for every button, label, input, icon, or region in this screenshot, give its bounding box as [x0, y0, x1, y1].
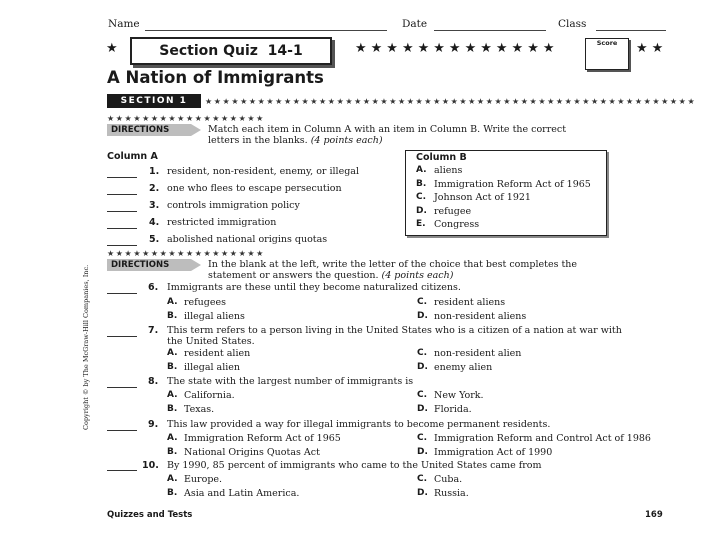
directions-label-2: DIRECTIONS [111, 260, 170, 270]
answer-blank-5[interactable] [107, 245, 137, 246]
item-text-5: abolished national origins quotas [167, 234, 328, 245]
section-label: SECTION 1 [107, 94, 201, 108]
column-b-text-c: Johnson Act of 1921 [434, 192, 531, 203]
answer-blank-4[interactable] [107, 228, 137, 229]
item-text-3: controls immigration policy [167, 200, 300, 211]
choice-letter-6d: D. [417, 311, 428, 321]
answer-blank-10[interactable] [107, 470, 137, 471]
question-text-9: This law provided a way for illegal immigrants to become permanent residents. [167, 419, 551, 430]
item-text-1: resident, non-resident, enemy, or illegal [167, 166, 359, 177]
choice-text-7d: enemy alien [434, 362, 493, 373]
directions-text-2 [208, 259, 577, 281]
column-b-title: Column B [416, 152, 467, 163]
column-b-letter-d: D. [416, 206, 427, 216]
date-label: Date [402, 18, 428, 30]
choice-text-10a: Europe. [184, 474, 223, 485]
question-text-10: By 1990, 85 percent of immigrants who came to the United States came from [167, 460, 542, 471]
choice-text-8b: Texas. [184, 404, 215, 415]
question-text-6: Immigrants are these until they become naturalized citizens. [167, 282, 461, 293]
question-number-9: 9. [148, 419, 159, 430]
choice-letter-8d: D. [417, 404, 428, 414]
question-text-7a: This term refers to a person living in the United States who is a citizen of a nation at war with [167, 325, 622, 336]
choice-letter-6a: A. [167, 297, 178, 307]
class-field[interactable] [596, 30, 666, 31]
answer-blank-7[interactable] [107, 336, 137, 337]
directions-line-1b: letters in the blanks. [208, 135, 308, 146]
choice-text-6b: illegal aliens [184, 311, 245, 322]
question-number-10: 10. [142, 460, 159, 471]
answer-blank-2[interactable] [107, 194, 137, 195]
directions-line-1a: Match each item in Column A with an item in Column B. Write the correct [208, 124, 567, 135]
question-number-7: 7. [148, 325, 159, 336]
directions-line-2a: In the blank at the left, write the letter of the choice that best completes the [208, 259, 578, 270]
choice-letter-7d: D. [417, 362, 428, 372]
choice-letter-9a: A. [167, 433, 178, 443]
item-text-4: restricted immigration [167, 217, 277, 228]
item-number-5: 5. [149, 234, 160, 245]
page-title: A Nation of Immigrants [107, 68, 324, 87]
choice-letter-9c: C. [417, 433, 428, 443]
quiz-title: Section Quiz 14-1 [159, 43, 303, 59]
date-field[interactable] [434, 30, 546, 31]
star-rule-right: ★★ [636, 41, 668, 56]
star-rule-part1: ★★★★★★★★★★★★★★★★★★ [107, 114, 265, 123]
page-number: 169 [645, 510, 663, 520]
answer-blank-9[interactable] [107, 430, 137, 431]
choice-text-7c: non-resident alien [434, 348, 522, 359]
question-number-8: 8. [148, 376, 159, 387]
directions-label-1: DIRECTIONS [111, 125, 170, 135]
choice-text-9c: Immigration Reform and Control Act of 1986 [434, 433, 651, 444]
choice-letter-7c: C. [417, 348, 428, 358]
score-box[interactable] [585, 38, 629, 70]
choice-letter-6b: B. [167, 311, 178, 321]
choice-letter-8b: B. [167, 404, 178, 414]
choice-letter-10a: A. [167, 474, 178, 484]
choice-letter-10c: C. [417, 474, 428, 484]
question-text-8: The state with the largest number of immigrants is [167, 376, 414, 387]
column-b-letter-c: C. [416, 192, 427, 202]
choice-text-7a: resident alien [184, 348, 251, 359]
column-b-box [405, 150, 607, 236]
quiz-title-box [130, 37, 332, 65]
choice-text-8c: New York. [434, 390, 484, 401]
choice-text-6a: refugees [184, 297, 226, 308]
item-text-2: one who flees to escape persecution [167, 183, 342, 194]
answer-blank-3[interactable] [107, 211, 137, 212]
answer-blank-1[interactable] [107, 177, 137, 178]
answer-blank-8[interactable] [107, 387, 137, 388]
choice-text-6c: resident aliens [434, 297, 506, 308]
choice-text-10d: Russia. [434, 488, 469, 499]
points-note-2: (4 points each) [381, 270, 454, 281]
column-b-text-e: Congress [434, 219, 480, 230]
name-field[interactable] [145, 30, 387, 31]
column-b-letter-a: A. [416, 165, 427, 175]
column-b-letter-b: B. [416, 179, 427, 189]
column-b-text-a: aliens [434, 165, 463, 176]
choice-letter-7b: B. [167, 362, 178, 372]
name-label: Name [108, 18, 140, 30]
column-b-text-d: refugee [434, 206, 472, 217]
copyright-notice: Copyright © by The McGraw-Hill Companies, Inc. [82, 264, 90, 430]
choice-letter-10d: D. [417, 488, 428, 498]
choice-letter-10b: B. [167, 488, 178, 498]
directions-badge-2 [107, 259, 191, 271]
choice-letter-9b: B. [167, 447, 178, 457]
star-rule-part2: ★★★★★★★★★★★★★★★★★★ [107, 249, 265, 258]
choice-letter-7a: A. [167, 348, 178, 358]
column-b-text-b: Immigration Reform Act of 1965 [434, 179, 591, 190]
class-label: Class [558, 18, 587, 30]
directions-line-2b: statement or answers the question. [208, 270, 379, 281]
choice-letter-9d: D. [417, 447, 428, 457]
column-a-title: Column A [107, 151, 158, 162]
choice-text-7b: illegal alien [184, 362, 241, 373]
points-note-1: (4 points each) [310, 135, 383, 146]
column-b-letter-e: E. [416, 219, 426, 229]
footer-label: Quizzes and Tests [107, 510, 193, 520]
choice-text-6d: non-resident aliens [434, 311, 527, 322]
choice-text-10b: Asia and Latin America. [184, 488, 300, 499]
choice-letter-6c: C. [417, 297, 428, 307]
item-number-2: 2. [149, 183, 160, 194]
item-number-4: 4. [149, 217, 160, 228]
choice-text-8a: California. [184, 390, 235, 401]
question-number-6: 6. [148, 282, 159, 293]
choice-letter-8a: A. [167, 390, 178, 400]
answer-blank-6[interactable] [107, 293, 137, 294]
choice-text-8d: Florida. [434, 404, 472, 415]
score-label: Score [596, 39, 618, 47]
star-rule-section: ★★★★★★★★★★★★★★★★★★★★★★★★★★★★★★★★★★★★★★★★★★★★★★★★★★★★★★★★ [205, 97, 697, 106]
question-text-7b: the United States. [167, 336, 255, 347]
choice-text-9b: National Origins Quotas Act [184, 447, 320, 458]
directions-badge-1 [107, 124, 191, 136]
directions-text-1 [208, 124, 566, 146]
choice-text-10c: Cuba. [434, 474, 463, 485]
star-rule-left: ★ [106, 41, 122, 56]
star-rule-middle: ★★★★★★★★★★★★★ [355, 41, 559, 56]
choice-text-9a: Immigration Reform Act of 1965 [184, 433, 341, 444]
choice-text-9d: Immigration Act of 1990 [434, 447, 553, 458]
choice-letter-8c: C. [417, 390, 428, 400]
item-number-3: 3. [149, 200, 160, 211]
item-number-1: 1. [149, 166, 160, 177]
